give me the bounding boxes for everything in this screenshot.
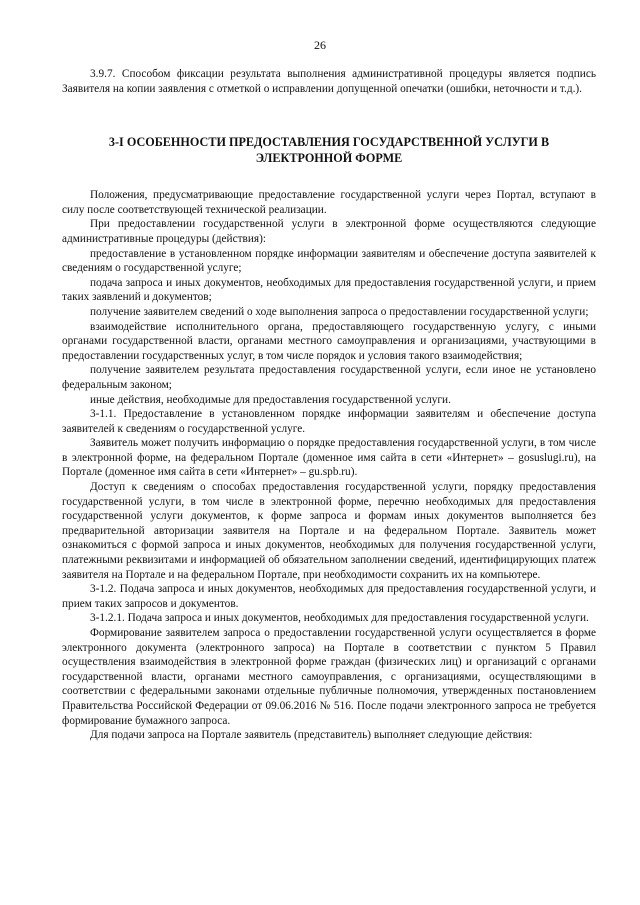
section-title: 3-I ОСОБЕННОСТИ ПРЕДОСТАВЛЕНИЯ ГОСУДАРСТВЕННОЙ УСЛУГИ В ЭЛЕКТРОННОЙ ФОРМЕ bbox=[108, 135, 550, 166]
paragraph: Для подачи запроса на Портале заявитель (представитель) выполняет следующие действия: bbox=[90, 729, 533, 742]
paragraph: получение заявителем сведений о ходе выполнения запроса о предоставлении государственной услуги; bbox=[90, 305, 589, 318]
page-number: 26 bbox=[314, 38, 326, 52]
paragraph: предоставление в установленном порядке информации заявителям и обеспечение доступа заявителей к сведениям о государственной услуге; bbox=[62, 247, 596, 275]
paragraph: 3-1.2.1. Подача запроса и иных документов, необходимых для предоставления государственной услуги. bbox=[90, 612, 589, 625]
paragraph: Заявитель может получить информацию о порядке предоставления государственной услуги, в том числе в электронной форме, на федеральном Портале (доменное имя сайта в сети «Интернет» – gosuslugi.ru), на Портале (доменное имя сайта в сети «Интернет» – gu.spb.ru). bbox=[62, 437, 596, 479]
paragraph: При предоставлении государственной услуги в электронной форме осуществляются следующие административные процедуры (действия): bbox=[62, 218, 596, 245]
paragraph: Положения, предусматривающие предоставление государственной услуги через Портал, вступают в силу после соответствующей технической реализации. bbox=[62, 189, 596, 216]
paragraph-3-9-7: 3.9.7. Способом фиксации результата выполнения административной процедуры является подпись Заявителя на копии заявления с отметкой о исправлении допущенной опечатки (ошибки, неточности и т.д.). bbox=[62, 68, 596, 95]
paragraph: 3-1.2. Подача запроса и иных документов, необходимых для предоставления государственной услуги, и прием таких запросов и документов. bbox=[62, 583, 596, 610]
paragraph: 3-1.1. Предоставление в установленном порядке информации заявителям и обеспечение доступа заявителей к сведениям о государственной услуге. bbox=[62, 408, 596, 435]
document-body bbox=[62, 67, 596, 743]
paragraph: Доступ к сведениям о способах предоставления государственной услуги, порядку предоставления государственной услуги, в том числе в электронной форме, перечню необходимых для предоставления государственной услуги документов, к форме запроса и формам иных документов выполняется без предварительной авторизации заявителя на Портале и на федеральном Портале. Заявитель может ознакомиться с формой запроса и иных документов, необходимых для получения государственной услуги, платежными реквизитами и информацией об обязательном заполнении сведений, идентифицирующих платеж заявителя на Портале и на федеральном Портале, при необходимости сохранить их на компьютере. bbox=[62, 481, 596, 581]
paragraph: подача запроса и иных документов, необходимых для предоставления государственной услуги, и прием таких заявлений и документов; bbox=[62, 276, 596, 304]
paragraph: Формирование заявителем запроса о предоставлении государственной услуги осуществляется в форме электронного документа (электронного запроса) на Портале в соответствии с пунктом 5 Правил осуществления взаимодействия в электронной форме граждан (физических лиц) и организаций с органами государственной власти, органами местного самоуправления, с организациями, осуществляющими в соответствии с федеральными законами отдельные публичные полномочия, утвержденных постановлением Правительства Российской Федерации от 09.06.2016 № 516. После подачи электронного запроса не требуется формирование бумажного запроса. bbox=[62, 627, 596, 727]
paragraph: иные действия, необходимые для предоставления государственной услуги. bbox=[90, 393, 451, 406]
paragraph: получение заявителем результата предоставления государственной услуги, если иное не установлено федеральным законом; bbox=[62, 364, 596, 391]
paragraph: взаимодействие исполнительного органа, предоставляющего государственную услугу, с иными органами государственной власти, органами местного самоуправления и организациями, участвующими в предоставлении государственных услуг, в том числе порядок и условия такого взаимодействия; bbox=[62, 320, 596, 362]
